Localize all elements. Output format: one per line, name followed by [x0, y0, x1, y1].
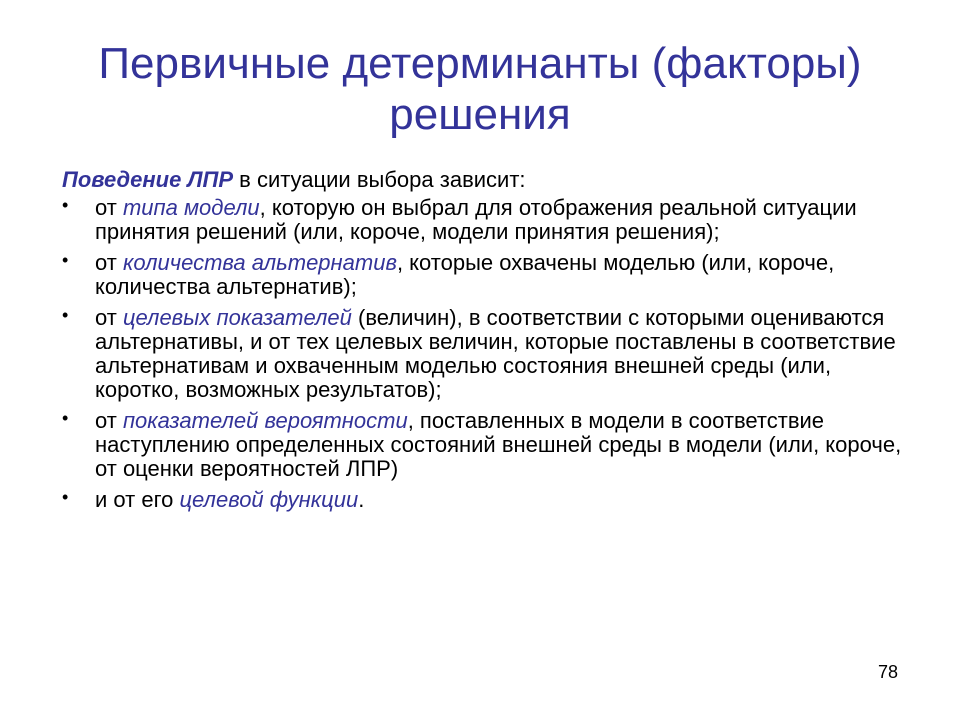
list-item — [62, 409, 912, 481]
page-number: 78 — [878, 662, 899, 682]
item-text: , которую он выбрал для отображения реальной ситуации принятия решений (или, короче, модели принятия решения); — [95, 195, 857, 244]
intro-text: в ситуации выбора зависит: — [233, 167, 526, 192]
list-item — [62, 488, 912, 512]
item-emphasis: показателей вероятности — [122, 408, 408, 433]
bullet-icon: • — [62, 195, 69, 215]
item-prefix: от — [95, 250, 123, 275]
intro-emphasis: Поведение ЛПР — [62, 167, 234, 192]
bullet-icon: • — [62, 487, 69, 507]
item-text: , которые охвачены моделью (или, короче, количества альтернатив); — [95, 250, 835, 299]
item-prefix: от — [95, 195, 123, 220]
item-text: , поставленных в модели в соответствие наступлению определенных состояний внешней среды в модели (или, короче, от оценки вероятностей ЛПР) — [95, 408, 902, 481]
item-emphasis: целевой функции — [179, 487, 359, 512]
item-text: . — [358, 487, 365, 512]
list-item — [62, 196, 912, 244]
list-item — [62, 251, 912, 299]
bullet-icon: • — [62, 305, 69, 325]
bullet-list — [62, 196, 912, 512]
bullet-icon: • — [62, 250, 69, 270]
intro-line — [62, 168, 912, 192]
item-emphasis: типа модели — [122, 195, 260, 220]
list-item — [62, 306, 912, 402]
item-prefix: от — [95, 408, 123, 433]
bullet-icon: • — [62, 408, 69, 428]
item-emphasis: количества альтернатив — [122, 250, 397, 275]
item-text: (величин), в соответствии с которыми оцениваются альтернативы, и от тех целевых величин, которые поставлены в соответствие альтернативам и охваченным моделью состояния внешней среды (или, коротко, возможных результатов); — [95, 305, 896, 402]
item-emphasis: целевых показателей — [122, 305, 352, 330]
slide-title: Первичные детерминанты (факторы) решения — [98, 39, 862, 139]
item-prefix: и от его — [95, 487, 180, 512]
slide-body — [62, 168, 912, 519]
item-prefix: от — [95, 305, 123, 330]
